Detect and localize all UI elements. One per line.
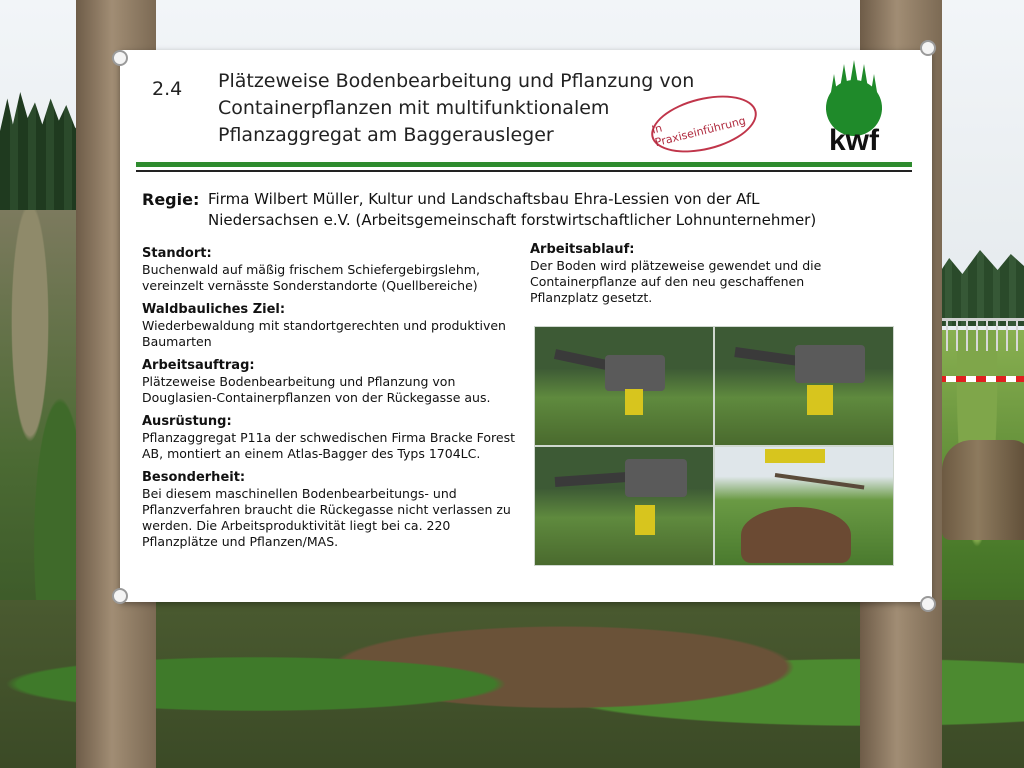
section-line: Baumarten	[142, 334, 212, 349]
section-number: 2.4	[152, 78, 183, 100]
section-auftrag	[142, 357, 532, 406]
section-standort	[142, 245, 532, 294]
kwf-logo	[818, 58, 890, 156]
section-line: Pflanzaggregat P11a der schwedischen Firma Bracke Forest	[142, 430, 515, 445]
divider-green	[136, 162, 912, 167]
right-column	[530, 241, 900, 306]
info-banner	[120, 50, 932, 602]
section-ausruestung	[142, 413, 532, 462]
grommet-top-left	[112, 50, 128, 66]
section-line: werden. Die Arbeitsproduktivität liegt bei ca. 220	[142, 518, 451, 533]
section-line: Pflanzverfahren braucht die Rückegasse nicht verlassen zu	[142, 502, 511, 517]
regie-line: Niedersachsen e.V. (Arbeitsgemeinschaft forstwirtschaftlicher Lohnunternehmer)	[208, 211, 817, 229]
section-besonderheit	[142, 469, 532, 550]
section-line: Containerpflanze auf den neu geschaffenen	[530, 274, 805, 289]
regie-line: Firma Wilbert Müller, Kultur und Landschaftsbau Ehra-Lessien von der AfL	[208, 190, 760, 208]
section-line: vereinzelt vernässte Sonderstandorte (Quellbereiche)	[142, 278, 478, 293]
fence	[936, 318, 1024, 351]
section-line: Wiederbewaldung mit standortgerechten und produktiven	[142, 318, 506, 333]
tree-stump	[942, 440, 1024, 540]
photo-excavator-1	[534, 326, 714, 446]
section-line: Buchenwald auf mäßig frischem Schiefergebirgslehm,	[142, 262, 480, 277]
grommet-bottom-left	[112, 588, 128, 604]
divider-dark	[136, 170, 912, 172]
title-line: Pflanzaggregat am Baggerausleger	[218, 124, 554, 146]
title-line: Plätzeweise Bodenbearbeitung und Pflanzung von	[218, 70, 695, 92]
section-heading: Standort:	[142, 246, 212, 261]
photo-excavator-2	[714, 326, 894, 446]
section-heading: Besonderheit:	[142, 470, 246, 485]
photo-excavator-3	[534, 446, 714, 566]
photo-grid	[534, 326, 894, 564]
section-heading: Ausrüstung:	[142, 414, 232, 429]
barrier-tape	[936, 376, 1024, 382]
regie-label: Regie:	[142, 190, 200, 209]
section-ziel	[142, 301, 532, 350]
section-line: AB, montiert an einem Atlas-Bagger des Typs 1704LC.	[142, 446, 481, 461]
section-heading: Waldbauliches Ziel:	[142, 302, 286, 317]
section-line: Pflanzplatz gesetzt.	[530, 290, 653, 305]
logo-text: kwf	[828, 124, 880, 156]
section-line: Pflanzplätze und Pflanzen/MAS.	[142, 534, 339, 549]
regie-text	[208, 189, 908, 231]
section-line: Douglasien-Containerpflanzen von der Rückegasse aus.	[142, 390, 491, 405]
section-line: Der Boden wird plätzeweise gewendet und die	[530, 258, 822, 273]
stamp-text: In Praxiseinführung	[650, 114, 747, 150]
section-line: Bei diesem maschinellen Bodenbearbeitungs- und	[142, 486, 457, 501]
section-line: Plätzeweise Bodenbearbeitung und Pflanzung von	[142, 374, 456, 389]
grommet-top-right	[920, 40, 936, 56]
section-heading: Arbeitsablauf:	[530, 242, 635, 257]
title-line: Containerpflanzen mit multifunktionalem	[218, 97, 610, 119]
left-column	[142, 245, 532, 557]
photo-soil-mound	[714, 446, 894, 566]
grommet-bottom-right	[920, 596, 936, 612]
section-heading: Arbeitsauftrag:	[142, 358, 255, 373]
